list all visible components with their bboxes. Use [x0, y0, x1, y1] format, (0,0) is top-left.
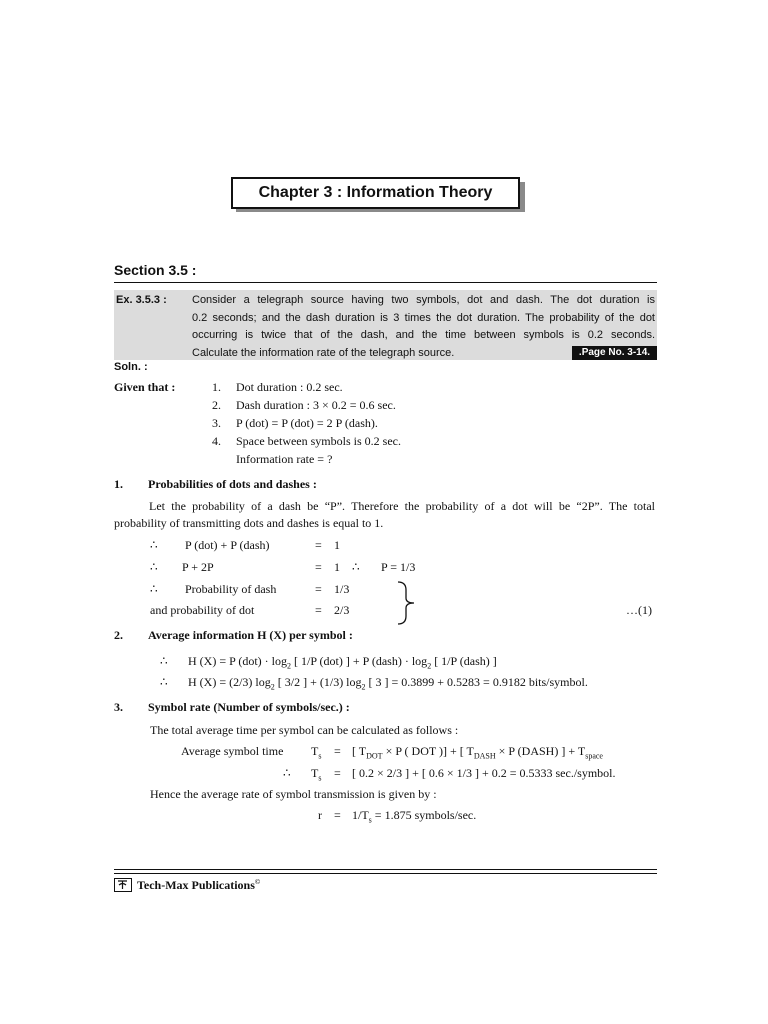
symbol-rate-value: $1/T_s = 1.875$ symbols/sec. [352, 808, 477, 825]
therefore-symbol: ∴ [352, 560, 360, 574]
eq2-lhs: P + 2P [182, 560, 214, 574]
avg-symbol-time-label: Average symbol time [181, 744, 284, 758]
symbol-time-value: [ 0.2 × 2/3 ] + [ 0.6 × 1/3 ] + 0.2 = 0.5333 sec./symbol. [352, 766, 616, 780]
given-item-num: 2. [212, 398, 221, 412]
eq3-rhs: 1/3 [334, 582, 350, 596]
given-item-num: 3. [212, 416, 221, 430]
example-line-3: occurring is twice that of the dash, and the time between symbols is 0.2 seconds. [192, 329, 655, 341]
given-item-num: 1. [212, 380, 221, 394]
eq1-lhs: P (dot) + P (dash) [185, 538, 270, 552]
footer-rule [114, 873, 657, 874]
therefore-symbol: ∴ [160, 654, 168, 668]
copyright-symbol: © [254, 878, 261, 886]
entropy-formula: H (X) = P $(dot) \cdot \log_2$ [ 1/P (dot) ] + P (dash) · $\log_2$ [ 1/P (dash) ] [188, 654, 497, 671]
step1-para-line-1: Let the probability of a dash be “P”. Therefore the probability of a dot will be “2P”. The total [149, 499, 655, 513]
equals-sign: = [334, 808, 341, 822]
publisher-name: Tech-Max Publications© [137, 878, 261, 892]
section-title: Section 3.5 : [114, 262, 197, 278]
eq1-rhs: 1 [334, 538, 340, 552]
publisher-logo-icon [114, 878, 132, 892]
step1-para-line-2: probability of transmitting dots and dashes is equal to 1. [114, 516, 384, 530]
section-divider [114, 282, 657, 283]
equation-ref: …(1) [626, 603, 652, 617]
example-label: Ex. 3.5.3 : [116, 294, 167, 306]
given-label: Given that : [114, 380, 176, 394]
step2-heading: Average information H (X) per symbol : [148, 628, 353, 642]
example-line-2: 0.2 seconds; and the dash duration is 3 times the dot duration. The probability of the dot [192, 312, 655, 324]
footer-rule [114, 869, 657, 870]
r-symbol: r [318, 808, 322, 822]
equals-sign: = [315, 603, 322, 617]
eq2-rhs: 1 [334, 560, 340, 574]
given-item-num: 4. [212, 434, 221, 448]
therefore-symbol: ∴ [150, 560, 158, 574]
eq3-lhs: Probability of dash [185, 582, 277, 596]
symbol-time-formula: [ $T_{DOT} \times P$ ( DOT )] + [ $T_{DASH} \times P$ (DASH) ] + $T_{space}$ [352, 744, 603, 761]
given-item-text: P (dot) = P (dot) = 2 P (dash). [236, 416, 378, 430]
therefore-symbol: ∴ [283, 766, 291, 780]
soln-label: Soln. : [114, 361, 148, 373]
step1-num: 1. [114, 477, 123, 491]
equals-sign: = [334, 766, 341, 780]
therefore-symbol: ∴ [150, 582, 158, 596]
entropy-value: H (X) = (2/3) $\log_2$ [ 3/2 ] + (1/3) $\log_2$ [ 3 ] = 0.3899 + 0.5283 = 0.9182 bits/symbol. [188, 675, 588, 692]
curly-brace-icon [396, 580, 420, 626]
equals-sign: = [334, 744, 341, 758]
therefore-symbol: ∴ [150, 538, 158, 552]
given-extra: Information rate = ? [236, 452, 333, 466]
eq2-extra: P = 1/3 [381, 560, 416, 574]
step3-intro: The total average time per symbol can be calculated as follows : [150, 723, 459, 737]
equals-sign: = [315, 582, 322, 596]
therefore-symbol: ∴ [160, 675, 168, 689]
step3-hence: Hence the average rate of symbol transmission is given by : [150, 787, 437, 801]
page-ref-badge: .Page No. 3-14. [572, 346, 657, 360]
ts-symbol: $T_s$ [311, 744, 322, 761]
example-line-4: Calculate the information rate of the telegraph source. [192, 347, 455, 359]
step1-heading: Probabilities of dots and dashes : [148, 477, 317, 491]
step3-num: 3. [114, 700, 123, 714]
given-item-text: Dot duration : 0.2 sec. [236, 380, 343, 394]
eq4-lhs: and probability of dot [150, 603, 255, 617]
equals-sign: = [315, 538, 322, 552]
given-item-text: Dash duration : 3 × 0.2 = 0.6 sec. [236, 398, 396, 412]
equals-sign: = [315, 560, 322, 574]
eq4-rhs: 2/3 [334, 603, 350, 617]
step3-heading: Symbol rate (Number of symbols/sec.) : [148, 700, 350, 714]
given-item-text: Space between symbols is 0.2 sec. [236, 434, 401, 448]
example-line-1: Consider a telegraph source having two symbols, dot and dash. The dot duration is [192, 294, 655, 306]
step2-num: 2. [114, 628, 123, 642]
ts-symbol: $T_s$ [311, 766, 322, 783]
chapter-title: Chapter 3 : Information Theory [231, 177, 520, 209]
